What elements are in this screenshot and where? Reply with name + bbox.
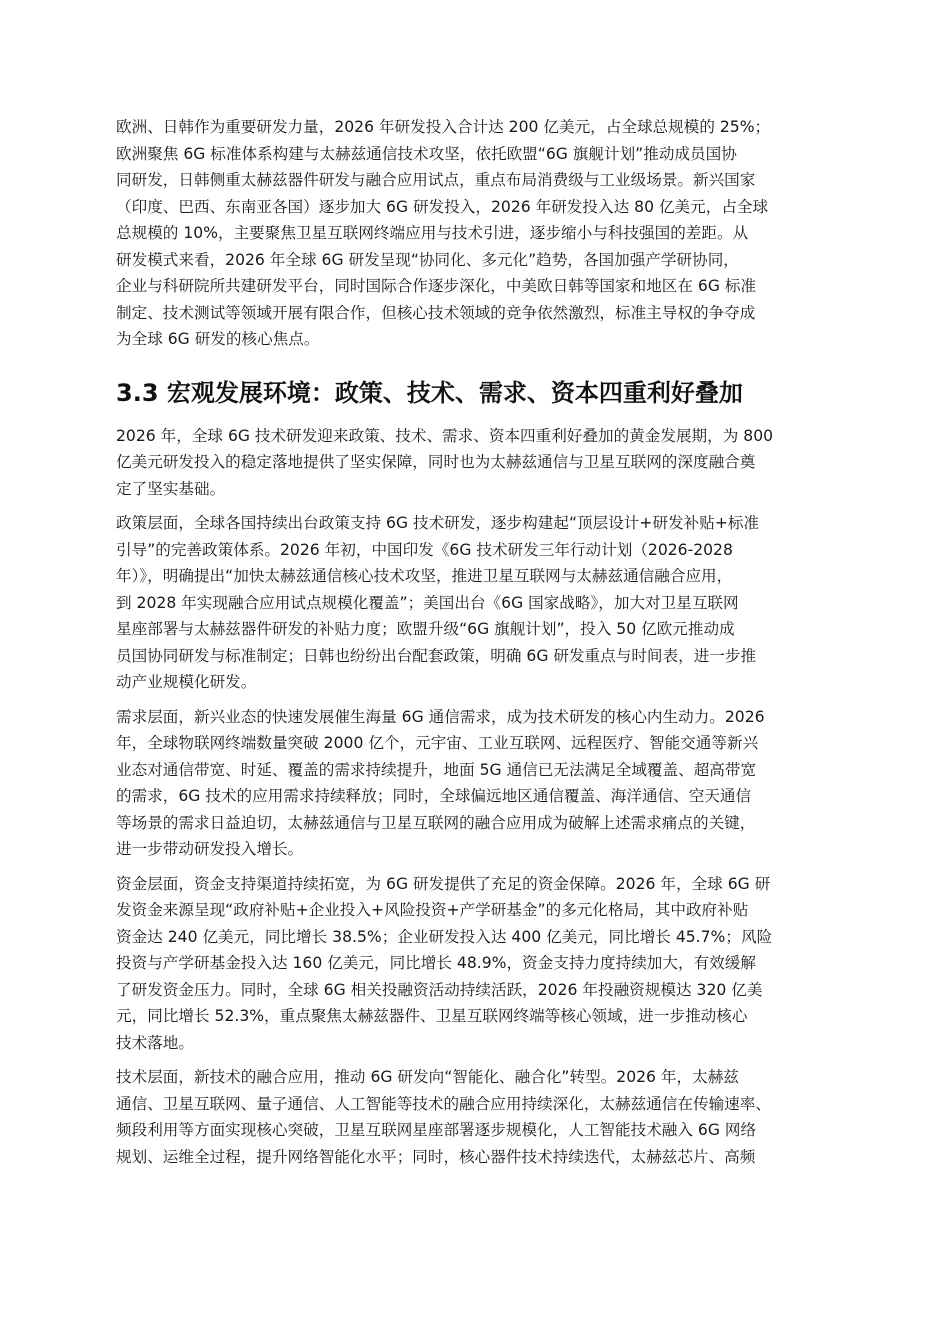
text-line: 欧洲、日韩作为重要研发力量，2026 年研发投入合计达 200 亿美元，占全球总规模的 25%； <box>116 118 771 136</box>
text-line: 技术层面，新技术的融合应用，推动 6G 研发向“智能化、融合化”转型。2026 年，太赫兹 <box>116 1068 739 1086</box>
intro-paragraph <box>116 114 838 353</box>
text-line: 的需求，6G 技术的应用需求持续释放；同时，全球偏远地区通信覆盖、海洋通信、空天通信 <box>116 787 752 805</box>
text-line: 业态对通信带宽、时延、覆盖的需求持续提升，地面 5G 通信已无法满足全域覆盖、超高带宽 <box>116 760 757 779</box>
text-line: 通信、卫星互联网、量子通信、人工智能等技术的融合应用持续深化，太赫兹通信在传输速率、 <box>116 1094 771 1113</box>
text-line: 政策层面，全球各国持续出台政策支持 6G 技术研发，逐步构建起“顶层设计+研发补贴+标准 <box>116 514 760 532</box>
text-line: 同研发，日韩侧重太赫兹器件研发与融合应用试点，重点布局消费级与工业级场景。新兴国家 <box>116 171 756 189</box>
text-line: 为全球 6G 研发的核心焦点。 <box>116 330 320 348</box>
text-line: 等场景的需求日益迫切，太赫兹通信与卫星互联网的融合应用成为破解上述需求痛点的关键， <box>116 813 756 832</box>
text-line: 引导”的完善政策体系。2026 年初，中国印发《6G 技术研发三年行动计划（2026-2028 <box>116 540 733 559</box>
text-line: 年，全球物联网终端数量突破 2000 亿个，元宇宙、工业互联网、远程医疗、智能交通等新兴 <box>116 734 759 752</box>
text-line: 2026 年，全球 6G 技术研发迎来政策、技术、需求、资本四重利好叠加的黄金发展期，为 800 <box>116 426 774 445</box>
text-line: 规划、运维全过程，提升网络智能化水平；同时，核心器件技术持续迭代，太赫兹芯片、高频 <box>116 1147 756 1166</box>
text-line: 频段利用等方面实现核心突破，卫星互联网星座部署逐步规模化，人工智能技术融入 6G 网络 <box>116 1121 757 1139</box>
text-line: 资金达 240 亿美元，同比增长 38.5%；企业研发投入达 400 亿美元，同比增长 45.7%；风险 <box>116 927 773 946</box>
demand-paragraph <box>116 704 838 863</box>
section-intro-paragraph <box>116 423 838 503</box>
technology-paragraph <box>116 1064 838 1170</box>
text-line: 星座部署与太赫兹器件研发的补贴力度；欧盟升级“6G 旗舰计划”，投入 50 亿欧元推动成 <box>116 620 735 638</box>
text-line: 技术落地。 <box>116 1033 194 1052</box>
text-line: 需求层面，新兴业态的快速发展催生海量 6G 通信需求，成为技术研发的核心内生动力。2026 <box>116 707 765 726</box>
text-line: 企业与科研院所共建研发平台，同时国际合作逐步深化，中美欧日韩等国家和地区在 6G 标准 <box>116 277 757 295</box>
document-page <box>116 114 838 1178</box>
text-line: 投资与产学研基金投入达 160 亿美元，同比增长 48.9%，资金支持力度持续加大，有效缓解 <box>116 954 756 972</box>
capital-paragraph <box>116 871 838 1057</box>
text-line: 动产业规模化研发。 <box>116 673 257 691</box>
text-line: 总规模的 10%，主要聚焦卫星互联网终端应用与技术引进，逐步缩小与科技强国的差距。从 <box>116 224 749 242</box>
text-line: 员国协同研发与标准制定；日韩也纷纷出台配套政策，明确 6G 研发重点与时间表，进一步推 <box>116 646 757 665</box>
text-line: 年）》，明确提出“加快太赫兹通信核心技术攻坚，推进卫星互联网与太赫兹通信融合应用， <box>116 567 733 585</box>
text-line: 定了坚实基础。 <box>116 479 226 498</box>
text-line: 了研发资金压力。同时，全球 6G 相关投融资活动持续活跃，2026 年投融资规模达 320 亿美 <box>116 980 763 999</box>
text-line: 元，同比增长 52.3%，重点聚焦太赫兹器件、卫星互联网终端等核心领域，进一步推动核心 <box>116 1007 748 1025</box>
text-line: 亿美元研发投入的稳定落地提供了坚实保障，同时也为太赫兹通信与卫星互联网的深度融合奠 <box>116 453 756 471</box>
text-line: 欧洲聚焦 6G 标准体系构建与太赫兹通信技术攻坚，依托欧盟“6G 旗舰计划”推动成员国协 <box>116 144 737 163</box>
section-heading: 3.3 宏观发展环境：政策、技术、需求、资本四重利好叠加 <box>116 378 743 407</box>
text-line: 制定、技术测试等领域开展有限合作，但核心技术领域的竞争依然激烈，标准主导权的争夺成 <box>116 303 756 322</box>
text-line: 研发模式来看，2026 年全球 6G 研发呈现“协同化、多元化”趋势，各国加强产学研协同， <box>116 250 739 269</box>
policy-paragraph <box>116 510 838 696</box>
text-line: 进一步带动研发投入增长。 <box>116 840 304 858</box>
text-line: 到 2028 年实现融合应用试点规模化覆盖”；美国出台《6G 国家战略》，加大对卫星互联网 <box>116 593 739 612</box>
text-line: 资金层面，资金支持渠道持续拓宽，为 6G 研发提供了充足的资金保障。2026 年，全球 6G 研 <box>116 874 771 893</box>
text-line: （印度、巴西、东南亚各国）逐步加大 6G 研发投入，2026 年研发投入达 80 亿美元，占全球 <box>116 197 769 216</box>
text-line: 发资金来源呈现“政府补贴+企业投入+风险投资+产学研基金”的多元化格局，其中政府补贴 <box>116 901 749 919</box>
